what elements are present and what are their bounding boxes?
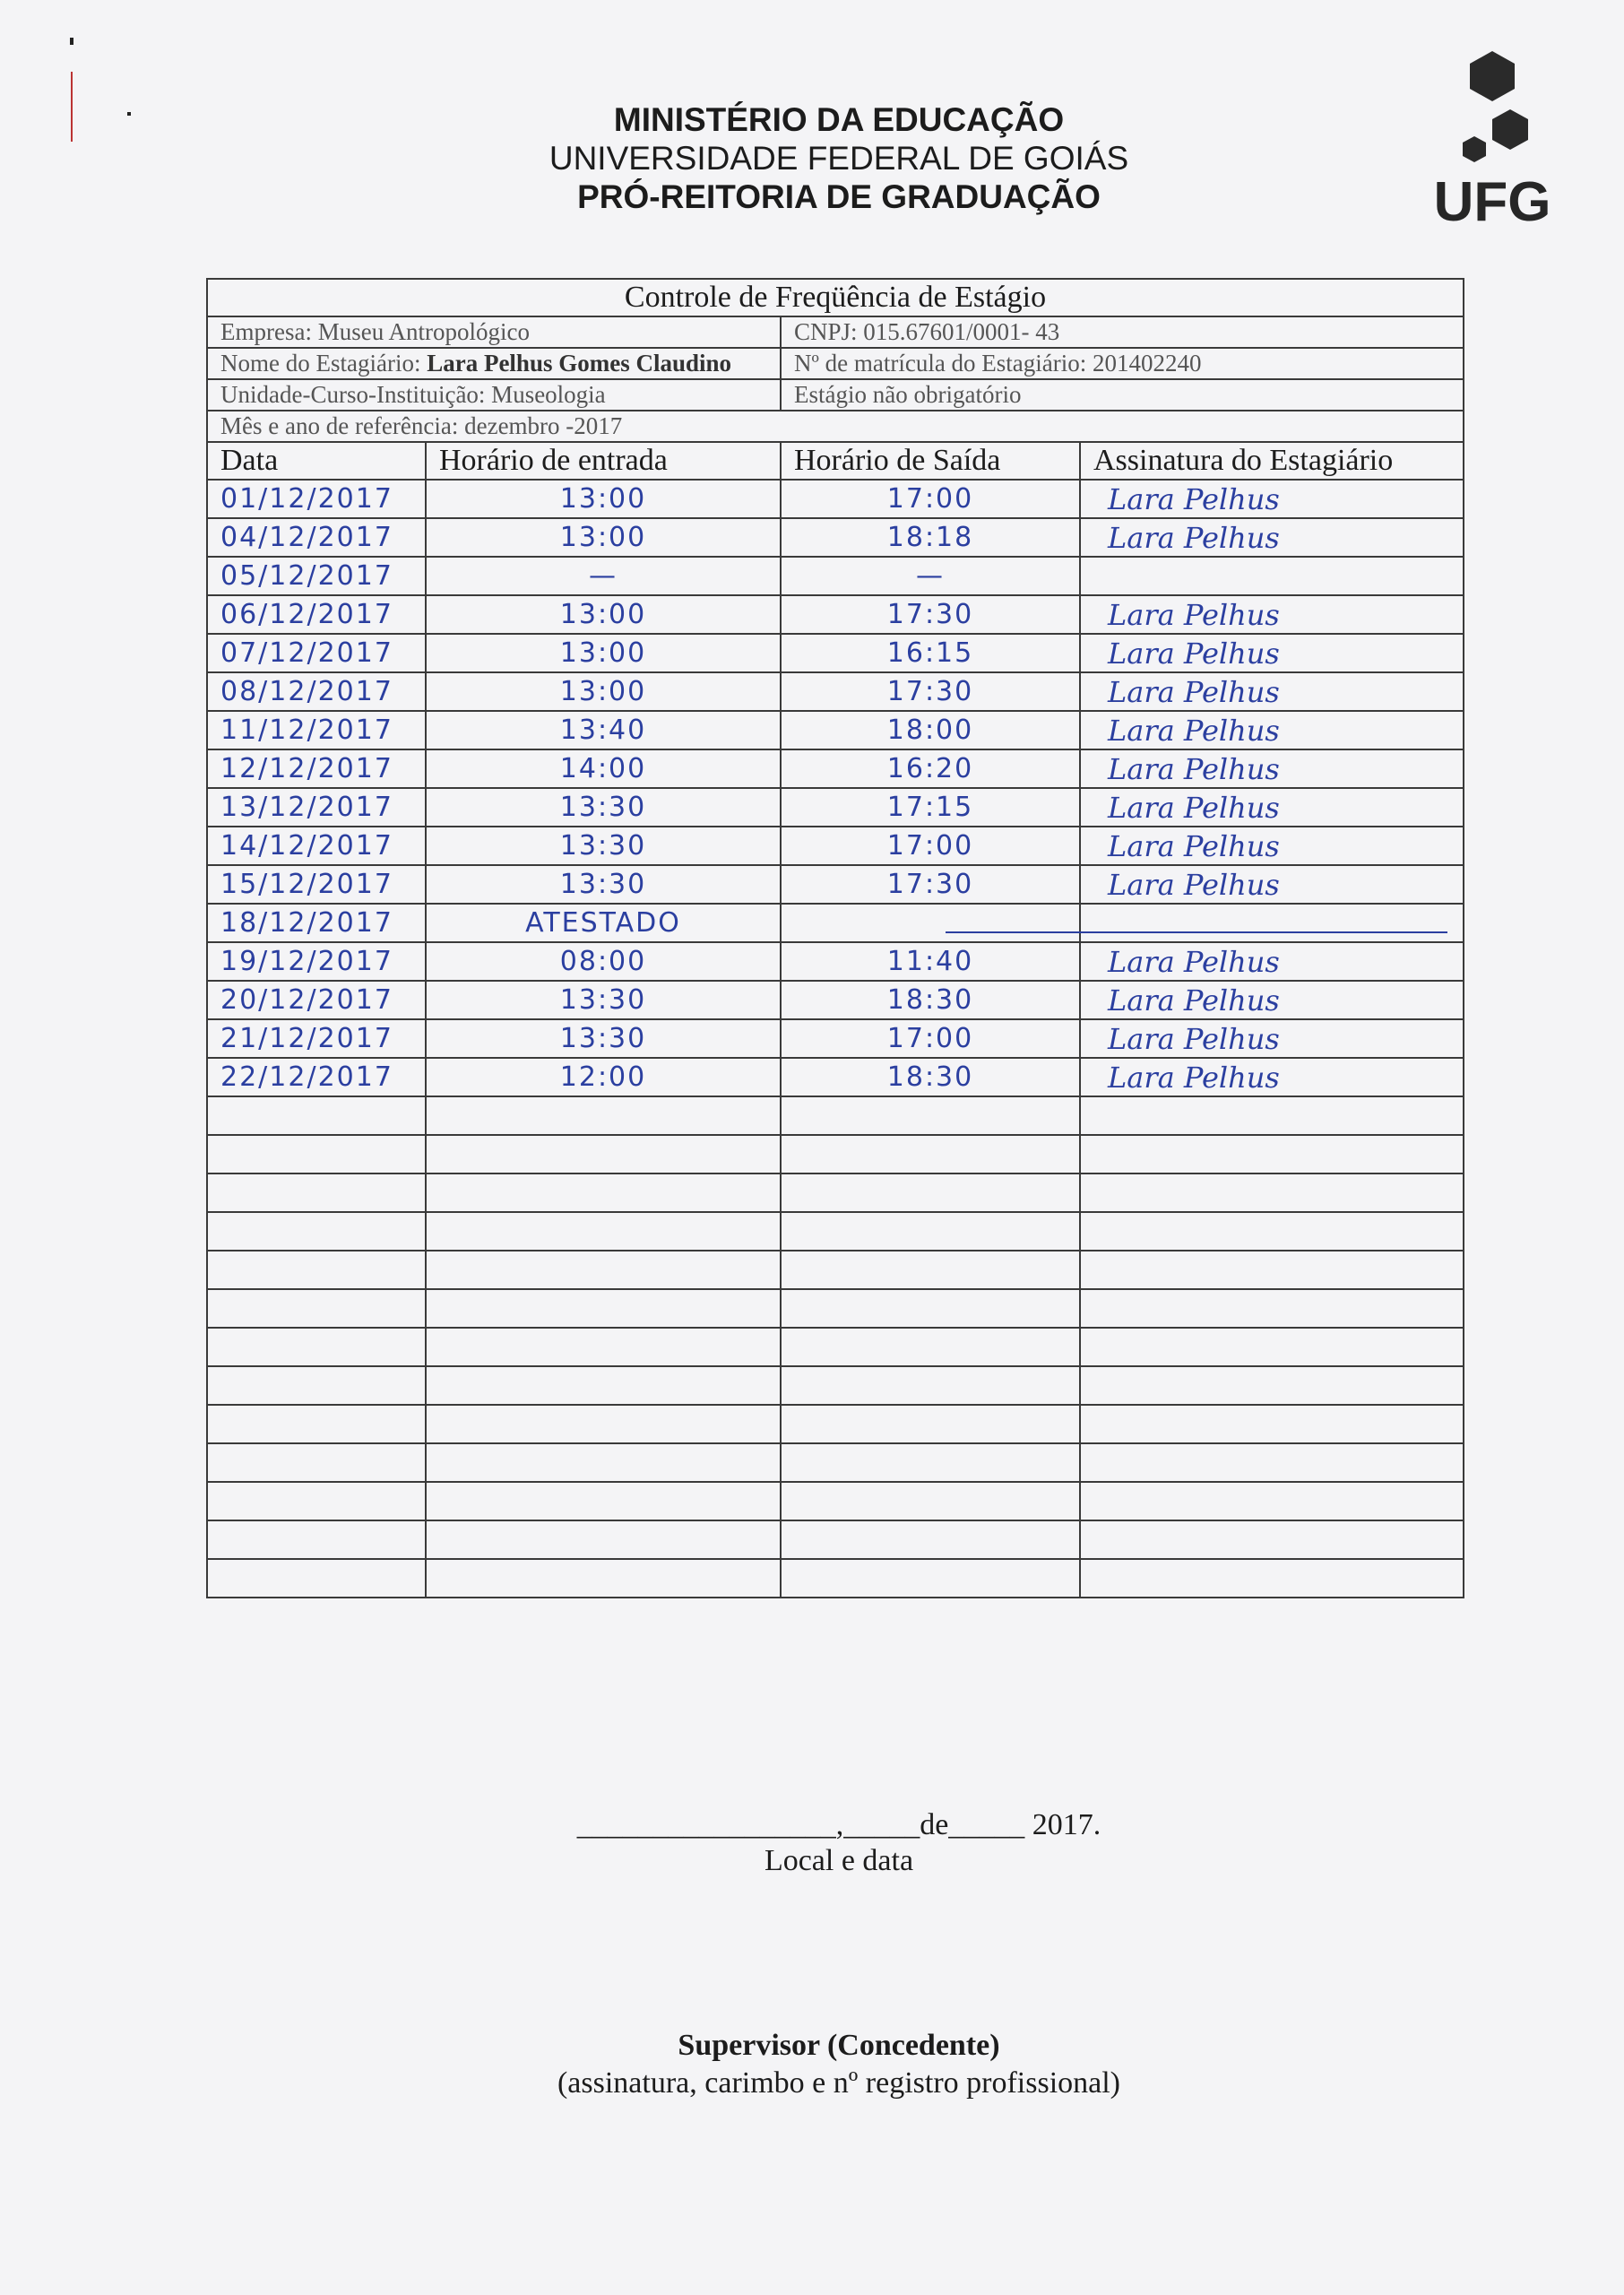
university-title: UNIVERSIDADE FEDERAL DE GOIÁS bbox=[549, 140, 1129, 177]
exit-time-cell: 16:20 bbox=[781, 749, 1080, 788]
exit-time-cell: 17:30 bbox=[781, 672, 1080, 711]
entry-time-cell bbox=[426, 1251, 781, 1289]
entry-time-cell: 13:00 bbox=[426, 480, 781, 518]
date-cell: 15/12/2017 bbox=[207, 865, 426, 904]
signature-cell bbox=[1080, 1173, 1464, 1212]
date-cell bbox=[207, 1251, 426, 1289]
ufg-logo-text: UFG bbox=[1433, 171, 1551, 233]
entry-time-cell: 13:30 bbox=[426, 981, 781, 1019]
exit-time-cell bbox=[781, 1173, 1080, 1212]
enrollment-field: Nº de matrícula do Estagiário: 201402240 bbox=[781, 348, 1464, 379]
signature-cell: Lara Pelhus bbox=[1080, 634, 1464, 672]
signature-cell bbox=[1080, 1443, 1464, 1482]
signature-cell bbox=[1080, 1289, 1464, 1328]
attendance-row bbox=[207, 749, 1464, 788]
exit-time-cell: 17:00 bbox=[781, 827, 1080, 865]
attendance-row bbox=[207, 942, 1464, 981]
column-header-signature: Assinatura do Estagiário bbox=[1080, 442, 1464, 480]
department-title: PRÓ-REITORIA DE GRADUAÇÃO bbox=[577, 178, 1101, 215]
attendance-row bbox=[207, 788, 1464, 827]
document-header bbox=[0, 100, 1624, 216]
exit-time-cell bbox=[781, 1212, 1080, 1251]
date-cell: 21/12/2017 bbox=[207, 1019, 426, 1058]
entry-time-cell bbox=[426, 1443, 781, 1482]
signature-cell: Lara Pelhus bbox=[1080, 827, 1464, 865]
attendance-row bbox=[207, 672, 1464, 711]
date-cell bbox=[207, 1173, 426, 1212]
entry-time-cell bbox=[426, 1366, 781, 1405]
exit-time-cell: 17:30 bbox=[781, 595, 1080, 634]
column-header-entry-time: Horário de entrada bbox=[426, 442, 781, 480]
signature-cell: Lara Pelhus bbox=[1080, 749, 1464, 788]
unit-course-field: Unidade-Curso-Instituição: Museologia bbox=[207, 379, 781, 411]
supervisor-title: Supervisor (Concedente) bbox=[678, 2029, 1000, 2062]
date-cell bbox=[207, 1559, 426, 1598]
empty-row bbox=[207, 1289, 1464, 1328]
date-cell: 07/12/2017 bbox=[207, 634, 426, 672]
attendance-row bbox=[207, 827, 1464, 865]
empty-row bbox=[207, 1482, 1464, 1520]
date-cell bbox=[207, 1328, 426, 1366]
entry-time-cell: 12:00 bbox=[426, 1058, 781, 1096]
signature-cell: Lara Pelhus bbox=[1080, 672, 1464, 711]
signature-cell: Lara Pelhus bbox=[1080, 711, 1464, 749]
cnpj-field: CNPJ: 015.67601/0001- 43 bbox=[781, 316, 1464, 348]
empty-row bbox=[207, 1559, 1464, 1598]
entry-time-cell bbox=[426, 1173, 781, 1212]
exit-time-cell bbox=[781, 1328, 1080, 1366]
empty-row bbox=[207, 1520, 1464, 1559]
exit-time-cell bbox=[781, 1251, 1080, 1289]
attendance-row bbox=[207, 557, 1464, 595]
empty-row bbox=[207, 1405, 1464, 1443]
intern-name-field bbox=[207, 348, 781, 379]
signature-cell: Lara Pelhus bbox=[1080, 1058, 1464, 1096]
signature-cell bbox=[1080, 1251, 1464, 1289]
signature-cell: Lara Pelhus bbox=[1080, 942, 1464, 981]
exit-time-cell: 18:30 bbox=[781, 1058, 1080, 1096]
exit-time-cell bbox=[781, 904, 1080, 942]
attendance-row bbox=[207, 904, 1464, 942]
entry-time-cell: 13:00 bbox=[426, 518, 781, 557]
signature-cell bbox=[1080, 1096, 1464, 1135]
attendance-row bbox=[207, 1058, 1464, 1096]
supervisor-note: (assinatura, carimbo e nº registro profissional) bbox=[557, 2066, 1121, 2100]
exit-time-cell: 17:00 bbox=[781, 1019, 1080, 1058]
margin-mark bbox=[70, 38, 73, 45]
signature-cell bbox=[1080, 1520, 1464, 1559]
date-caption: Local e data bbox=[764, 1844, 914, 1877]
date-cell: 06/12/2017 bbox=[207, 595, 426, 634]
column-header-exit-time: Horário de Saída bbox=[781, 442, 1080, 480]
signature-cell bbox=[1080, 1482, 1464, 1520]
entry-time-cell: 13:30 bbox=[426, 788, 781, 827]
date-cell bbox=[207, 1443, 426, 1482]
exit-time-cell: 18:30 bbox=[781, 981, 1080, 1019]
signature-cell: Lara Pelhus bbox=[1080, 788, 1464, 827]
date-cell: 12/12/2017 bbox=[207, 749, 426, 788]
date-cell: 14/12/2017 bbox=[207, 827, 426, 865]
attendance-row bbox=[207, 1019, 1464, 1058]
empty-row bbox=[207, 1443, 1464, 1482]
exit-time-cell bbox=[781, 1096, 1080, 1135]
signature-cell bbox=[1080, 1366, 1464, 1405]
empty-row bbox=[207, 1212, 1464, 1251]
date-cell bbox=[207, 1520, 426, 1559]
attendance-row bbox=[207, 595, 1464, 634]
signature-cell: Lara Pelhus bbox=[1080, 1019, 1464, 1058]
date-cell: 19/12/2017 bbox=[207, 942, 426, 981]
atestado-strike-line bbox=[946, 931, 1447, 933]
signature-cell bbox=[1080, 557, 1464, 595]
exit-time-cell bbox=[781, 1366, 1080, 1405]
attendance-form bbox=[206, 278, 1464, 1598]
date-cell: 22/12/2017 bbox=[207, 1058, 426, 1096]
signature-cell: Lara Pelhus bbox=[1080, 518, 1464, 557]
empty-row bbox=[207, 1366, 1464, 1405]
empty-row bbox=[207, 1251, 1464, 1289]
entry-time-cell bbox=[426, 1212, 781, 1251]
column-header-date: Data bbox=[207, 442, 426, 480]
empty-row bbox=[207, 1096, 1464, 1135]
attendance-row bbox=[207, 711, 1464, 749]
attendance-row bbox=[207, 634, 1464, 672]
date-cell bbox=[207, 1289, 426, 1328]
entry-time-cell: 13:00 bbox=[426, 672, 781, 711]
signature-cell: Lara Pelhus bbox=[1080, 865, 1464, 904]
entry-time-cell: 13:00 bbox=[426, 595, 781, 634]
date-cell bbox=[207, 1212, 426, 1251]
reference-month-field: Mês e ano de referência: dezembro -2017 bbox=[207, 411, 1464, 442]
ministry-title: MINISTÉRIO DA EDUCAÇÃO bbox=[613, 101, 1065, 138]
exit-time-cell bbox=[781, 1405, 1080, 1443]
entry-time-cell bbox=[426, 1482, 781, 1520]
attendance-row bbox=[207, 518, 1464, 557]
signature-cell: Lara Pelhus bbox=[1080, 981, 1464, 1019]
date-cell: 18/12/2017 bbox=[207, 904, 426, 942]
signature-cell: Lara Pelhus bbox=[1080, 480, 1464, 518]
exit-time-cell bbox=[781, 1135, 1080, 1173]
date-cell bbox=[207, 1096, 426, 1135]
entry-time-cell bbox=[426, 1289, 781, 1328]
empty-row bbox=[207, 1135, 1464, 1173]
date-cell: 20/12/2017 bbox=[207, 981, 426, 1019]
entry-time-cell: 14:00 bbox=[426, 749, 781, 788]
exit-time-cell: 18:18 bbox=[781, 518, 1080, 557]
date-cell bbox=[207, 1482, 426, 1520]
signature-cell bbox=[1080, 1405, 1464, 1443]
entry-time-cell bbox=[426, 1096, 781, 1135]
internship-type-field: Estágio não obrigatório bbox=[781, 379, 1464, 411]
signature-cell bbox=[1080, 1135, 1464, 1173]
exit-time-cell: — bbox=[781, 557, 1080, 595]
entry-time-cell: 08:00 bbox=[426, 942, 781, 981]
empty-row bbox=[207, 1328, 1464, 1366]
date-cell: 11/12/2017 bbox=[207, 711, 426, 749]
date-cell bbox=[207, 1405, 426, 1443]
form-title: Controle de Freqüência de Estágio bbox=[207, 279, 1464, 316]
entry-time-cell: 13:40 bbox=[426, 711, 781, 749]
entry-time-cell: — bbox=[426, 557, 781, 595]
date-cell bbox=[207, 1135, 426, 1173]
date-cell: 13/12/2017 bbox=[207, 788, 426, 827]
exit-time-cell bbox=[781, 1559, 1080, 1598]
entry-time-cell bbox=[426, 1520, 781, 1559]
exit-time-cell: 17:15 bbox=[781, 788, 1080, 827]
company-field: Empresa: Museu Antropológico bbox=[207, 316, 781, 348]
entry-time-cell: ATESTADO bbox=[426, 904, 781, 942]
date-cell: 08/12/2017 bbox=[207, 672, 426, 711]
date-cell bbox=[207, 1366, 426, 1405]
date-line: _________________,_____de_____ 2017. bbox=[576, 1808, 1101, 1841]
date-cell: 04/12/2017 bbox=[207, 518, 426, 557]
entry-time-cell bbox=[426, 1135, 781, 1173]
attendance-row bbox=[207, 865, 1464, 904]
signature-cell bbox=[1080, 1212, 1464, 1251]
exit-time-cell bbox=[781, 1443, 1080, 1482]
entry-time-cell: 13:30 bbox=[426, 1019, 781, 1058]
attendance-row bbox=[207, 981, 1464, 1019]
entry-time-cell bbox=[426, 1405, 781, 1443]
entry-time-cell: 13:30 bbox=[426, 865, 781, 904]
entry-time-cell: 13:30 bbox=[426, 827, 781, 865]
entry-time-cell bbox=[426, 1559, 781, 1598]
exit-time-cell: 16:15 bbox=[781, 634, 1080, 672]
signature-cell bbox=[1080, 904, 1464, 942]
signature-cell: Lara Pelhus bbox=[1080, 595, 1464, 634]
exit-time-cell bbox=[781, 1482, 1080, 1520]
exit-time-cell bbox=[781, 1520, 1080, 1559]
intern-name-label: Nome do Estagiário: bbox=[220, 350, 428, 377]
exit-time-cell: 17:00 bbox=[781, 480, 1080, 518]
exit-time-cell: 17:30 bbox=[781, 865, 1080, 904]
signature-cell bbox=[1080, 1559, 1464, 1598]
entry-time-cell: 13:00 bbox=[426, 634, 781, 672]
intern-name-value: Lara Pelhus Gomes Claudino bbox=[427, 350, 731, 377]
date-cell: 05/12/2017 bbox=[207, 557, 426, 595]
exit-time-cell: 18:00 bbox=[781, 711, 1080, 749]
attendance-row bbox=[207, 480, 1464, 518]
signature-cell bbox=[1080, 1328, 1464, 1366]
empty-row bbox=[207, 1173, 1464, 1212]
exit-time-cell bbox=[781, 1289, 1080, 1328]
exit-time-cell: 11:40 bbox=[781, 942, 1080, 981]
entry-time-cell bbox=[426, 1328, 781, 1366]
date-cell: 01/12/2017 bbox=[207, 480, 426, 518]
